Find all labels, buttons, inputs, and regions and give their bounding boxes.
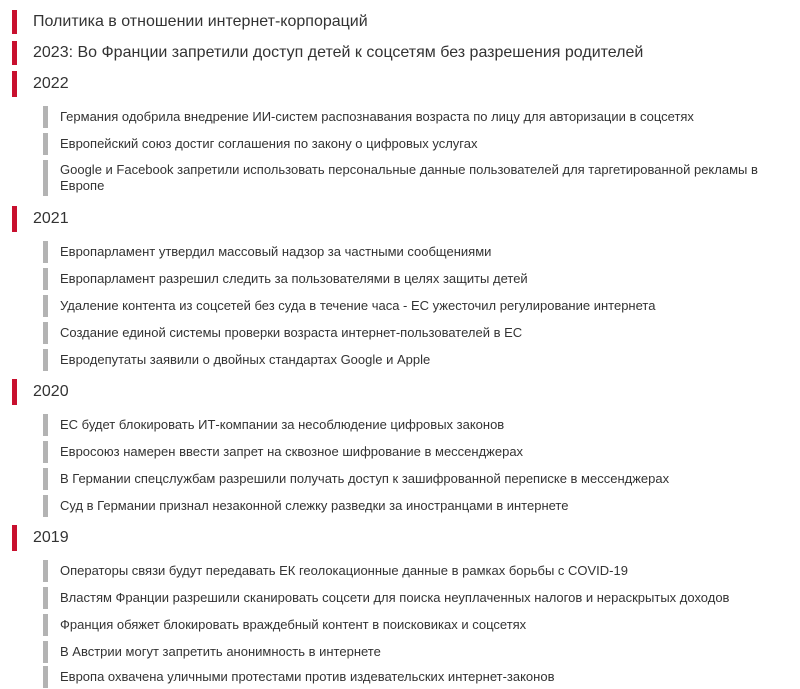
year-2021[interactable]: 2021 (12, 206, 69, 232)
list-item[interactable]: Властям Франции разрешили сканировать соцсети для поиска неуплаченных налогов и нераскрытых доходов (43, 587, 795, 609)
list-item[interactable]: Удаление контента из соцсетей без суда в течение часа - ЕС ужесточил регулирование интернета (43, 295, 795, 317)
year-2022[interactable]: 2022 (12, 71, 69, 97)
list-item[interactable]: Европарламент разрешил следить за пользователями в целях защиты детей (43, 268, 795, 290)
list-item[interactable]: Европейский союз достиг соглашения по закону о цифровых услугах (43, 133, 795, 155)
list-item[interactable]: В Германии спецслужбам разрешили получать доступ к зашифрованной переписке в мессенджерах (43, 468, 795, 490)
top-item-france-2023[interactable]: 2023: Во Франции запретили доступ детей к соцсетям без разрешения родителей (12, 41, 643, 65)
list-item[interactable]: Германия одобрила внедрение ИИ-систем распознавания возраста по лицу для авторизации в соцсетях (43, 106, 795, 128)
year-2019[interactable]: 2019 (12, 525, 69, 551)
list-item[interactable]: Европарламент утвердил массовый надзор за частными сообщениями (43, 241, 795, 263)
list-item[interactable]: Операторы связи будут передавать ЕК геолокационные данные в рамках борьбы с COVID-19 (43, 560, 795, 582)
list-item[interactable]: Создание единой системы проверки возраста интернет-пользователей в ЕС (43, 322, 795, 344)
list-item[interactable]: Франция обяжет блокировать враждебный контент в поисковиках и соцсетях (43, 614, 795, 636)
list-item[interactable]: В Австрии могут запретить анонимность в интернете (43, 641, 795, 663)
list-item[interactable]: Евродепутаты заявили о двойных стандартах Google и Apple (43, 349, 795, 371)
year-2020[interactable]: 2020 (12, 379, 69, 405)
list-item[interactable]: ЕС будет блокировать ИТ-компании за несоблюдение цифровых законов (43, 414, 795, 436)
top-item-policy[interactable]: Политика в отношении интернет-корпораций (12, 10, 368, 34)
list-item[interactable]: Евросоюз намерен ввести запрет на сквозное шифрование в мессенджерах (43, 441, 795, 463)
list-item[interactable]: Европа охвачена уличными протестами против издевательских интернет-законов (43, 666, 795, 688)
list-item[interactable]: Google и Facebook запретили использовать персональные данные пользователей для таргетированной рекламы в Европе (43, 160, 795, 196)
list-item[interactable]: Суд в Германии признал незаконной слежку разведки за иностранцами в интернете (43, 495, 795, 517)
